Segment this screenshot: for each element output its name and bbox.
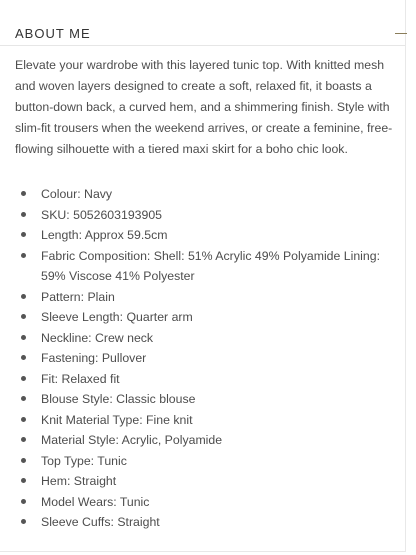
section-title: ABOUT ME — [15, 26, 91, 41]
bullet-icon — [21, 294, 26, 299]
spec-text: Sleeve Cuffs: Straight — [41, 515, 160, 529]
bullet-icon — [21, 212, 26, 217]
about-me-header[interactable] — [0, 0, 405, 46]
bullet-icon — [21, 191, 26, 196]
spec-text: Length: Approx 59.5cm — [41, 228, 168, 242]
spec-text: Material Style: Acrylic, Polyamide — [41, 433, 223, 447]
spec-item — [20, 328, 405, 349]
spec-item — [20, 287, 405, 308]
spec-item — [20, 471, 405, 492]
spec-item — [20, 369, 405, 390]
bullet-icon — [21, 396, 26, 401]
spec-text: Colour: Navy — [41, 187, 113, 201]
spec-item — [20, 348, 405, 369]
spec-text: Knit Material Type: Fine knit — [41, 412, 193, 427]
bullet-icon — [21, 437, 26, 442]
product-description: Elevate your wardrobe with this layered tunic top. With knitted mesh and woven layers designed to create a soft, relaxed fit, it boasts a button-down back, a curved hem, and a shimmering finish. Style with slim-fit trousers when the weekend arrives, or create a feminine, free-flowing silhouette with a tiered maxi skirt for a boho chic look. — [15, 58, 393, 156]
spec-item — [20, 205, 405, 226]
bullet-icon — [21, 499, 26, 504]
spec-item — [20, 246, 405, 287]
bullet-icon — [21, 519, 26, 524]
spec-item — [20, 184, 405, 205]
spec-item — [20, 389, 405, 410]
spec-list — [20, 184, 405, 533]
spec-text: Fabric Composition: Shell: 51% Acrylic 49% Polyamide Lining: 59% Viscose 41% Polyester — [41, 248, 381, 283]
spec-text: Sleeve Length: Quarter arm — [41, 310, 193, 324]
bullet-icon — [21, 314, 26, 319]
bullet-icon — [21, 478, 26, 483]
spec-item — [20, 430, 405, 451]
bullet-icon — [21, 232, 26, 237]
spec-text: Fastening: Pullover — [41, 351, 147, 365]
spec-text: Neckline: Crew neck — [41, 330, 154, 345]
spec-item — [20, 307, 405, 328]
spec-item — [20, 225, 405, 246]
bullet-icon — [21, 376, 26, 381]
spec-text: Fit: Relaxed fit — [41, 371, 120, 386]
bullet-icon — [21, 253, 26, 258]
minus-icon[interactable] — [395, 24, 411, 40]
bullet-icon — [21, 417, 26, 422]
spec-item — [20, 492, 405, 513]
spec-item — [20, 451, 405, 472]
spec-text: SKU: 5052603193905 — [41, 207, 163, 222]
spec-text: Pattern: Plain — [41, 289, 115, 304]
spec-text: Top Type: Tunic — [41, 453, 127, 468]
spec-text: Model Wears: Tunic — [41, 494, 150, 509]
bullet-icon — [21, 458, 26, 463]
spec-item — [20, 410, 405, 431]
spec-text: Blouse Style: Classic blouse — [41, 392, 196, 406]
spec-text: Hem: Straight — [41, 474, 117, 488]
bullet-icon — [21, 355, 26, 360]
spec-item — [20, 512, 405, 533]
bullet-icon — [21, 335, 26, 340]
